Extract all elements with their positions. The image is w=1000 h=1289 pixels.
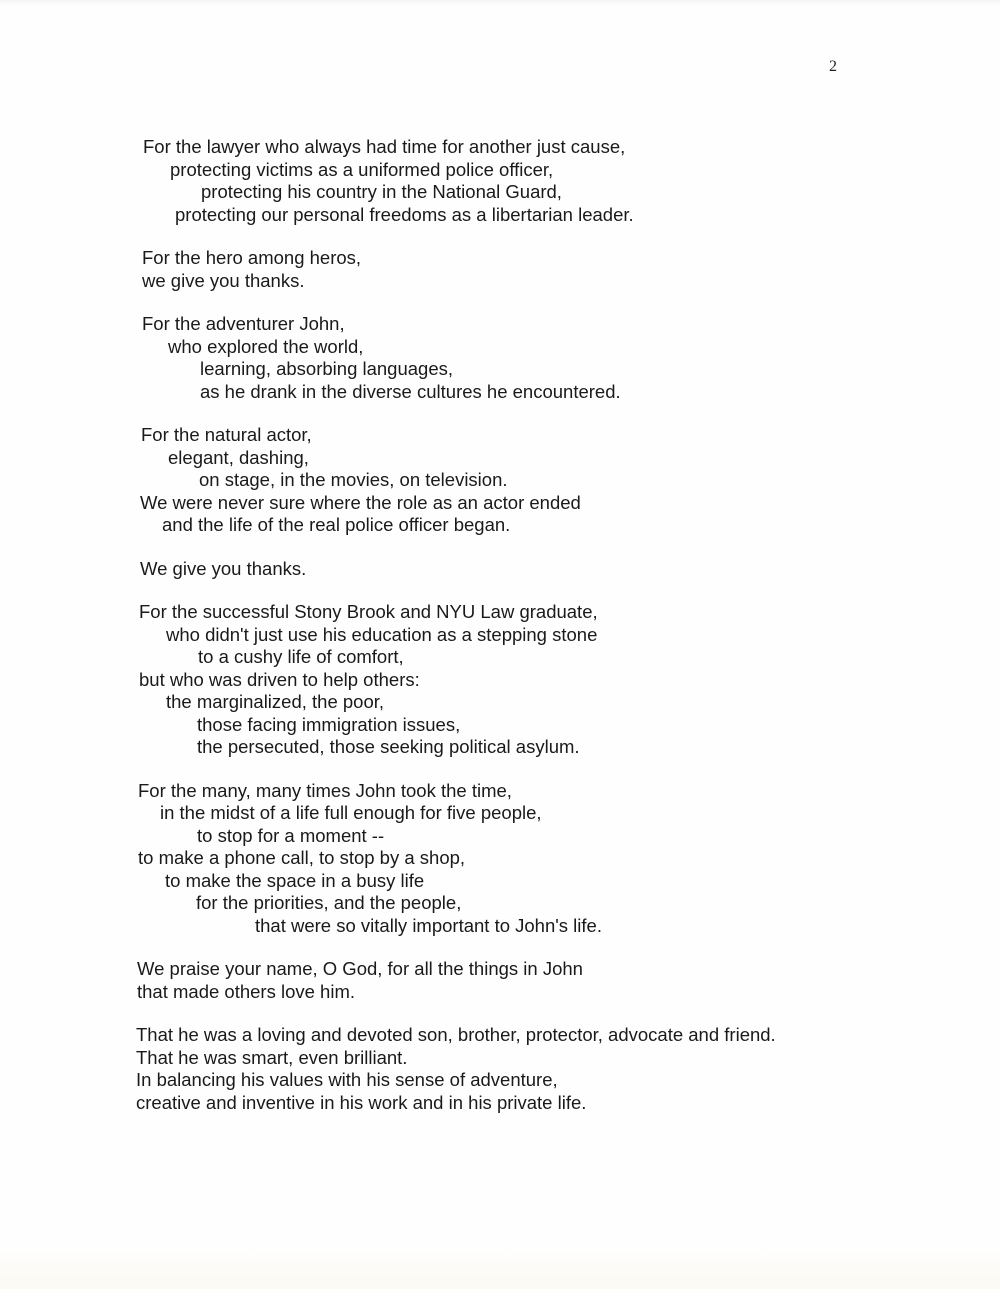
poem-line: for the priorities, and the people, <box>196 892 462 913</box>
stanza-hero <box>0 247 1000 292</box>
poem-line: to make a phone call, to stop by a shop, <box>138 847 466 868</box>
poem-line: For the successful Stony Brook and NYU Law graduate, <box>139 601 598 622</box>
poem-line: That he was smart, even brilliant. <box>136 1046 408 1068</box>
poem-line: those facing immigration issues, <box>197 713 461 735</box>
stanza-lawyer <box>0 136 1000 226</box>
poem-line: but who was driven to help others: <box>139 668 420 690</box>
poem-line: elegant, dashing, <box>168 446 309 468</box>
poem-body <box>0 136 1000 1135</box>
poem-line: That he was a loving and devoted son, brother, protector, advocate and friend. <box>136 1024 776 1045</box>
stanza-graduate <box>0 601 1000 759</box>
poem-line: We give you thanks. <box>140 557 307 579</box>
stanza-actor <box>0 424 1000 537</box>
poem-line: to stop for a moment -- <box>197 824 385 846</box>
poem-line: who explored the world, <box>168 335 364 357</box>
stanza-devoted <box>0 1024 1000 1114</box>
poem-line: learning, absorbing languages, <box>200 358 454 379</box>
poem-line: protecting his country in the National Guard, <box>201 181 562 202</box>
poem-line: that were so vitally important to John's life. <box>255 914 602 936</box>
poem-line: that made others love him. <box>137 980 355 1002</box>
scan-edge-bottom <box>0 1249 1000 1289</box>
poem-line: We were never sure where the role as an actor ended <box>140 491 581 513</box>
stanza-praise <box>0 958 1000 1003</box>
poem-line: who didn't just use his education as a stepping stone <box>166 623 598 645</box>
stanza-thanks <box>0 558 1000 581</box>
poem-line: protecting victims as a uniformed police officer, <box>170 158 554 180</box>
poem-line: we give you thanks. <box>142 269 305 291</box>
scan-edge-top <box>0 0 1000 6</box>
poem-line: For the many, many times John took the time, <box>138 779 512 801</box>
poem-line: For the natural actor, <box>141 424 312 445</box>
poem-line: We praise your name, O God, for all the things in John <box>137 958 583 979</box>
poem-line: creative and inventive in his work and in his private life. <box>136 1091 587 1113</box>
poem-line: the marginalized, the poor, <box>166 691 385 712</box>
poem-line: in the midst of a life full enough for five people, <box>160 802 542 823</box>
poem-line: to a cushy life of comfort, <box>198 646 404 667</box>
poem-line: the persecuted, those seeking political asylum. <box>197 736 580 757</box>
poem-line: to make the space in a busy life <box>165 869 425 891</box>
poem-line: For the lawyer who always had time for another just cause, <box>143 136 626 157</box>
poem-line: In balancing his values with his sense of adventure, <box>136 1069 558 1090</box>
page-number: 2 <box>829 58 837 75</box>
stanza-adventurer <box>0 313 1000 403</box>
poem-line: on stage, in the movies, on television. <box>199 469 508 490</box>
poem-line: protecting our personal freedoms as a libertarian leader. <box>175 203 634 225</box>
poem-line: as he drank in the diverse cultures he encountered. <box>200 380 621 402</box>
poem-line: and the life of the real police officer began. <box>162 514 511 535</box>
poem-line: For the adventurer John, <box>142 313 345 334</box>
stanza-many-times <box>0 780 1000 938</box>
poem-line: For the hero among heros, <box>142 247 362 268</box>
